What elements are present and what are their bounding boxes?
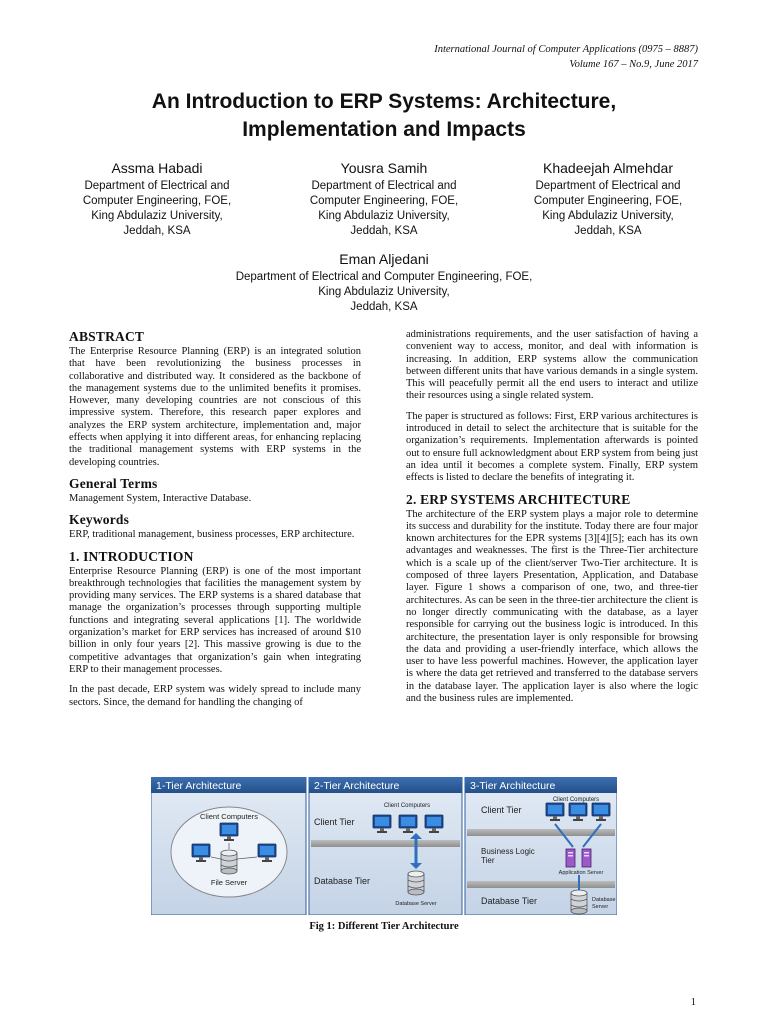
client-tier-label: Client Tier	[314, 817, 355, 827]
author-affiliation: King Abdulaziz University,	[318, 210, 450, 222]
author-affiliation: Department of Electrical and	[535, 180, 681, 192]
server-icon	[566, 849, 575, 867]
author-affiliation: Computer Engineering, FOE,	[309, 195, 459, 207]
title-line-2: Implementation and Impacts	[242, 118, 526, 141]
author-block-1	[57, 158, 257, 239]
panel-3-title: 3-Tier Architecture	[470, 780, 556, 792]
server-icon	[582, 849, 591, 867]
general-terms-heading: General Terms	[69, 475, 158, 491]
body-paragraph: The paper is structured as follows: First, ERP various architectures is introduced in detail to select the architecture that is suitable for the organization’s requirements. Implementation afterwards is pointed out to ensure full acknowledgment about ERP system from being just an idea until it becomes a complete system. Finally, ERP system effects is listed to declare the benefits of integrating it.	[406, 410, 698, 484]
introduction-heading: 1. INTRODUCTION	[69, 548, 194, 564]
author-affiliation: Department of Electrical and	[311, 180, 457, 192]
architecture-heading: 2. ERP SYSTEMS ARCHITECTURE	[406, 491, 631, 507]
architecture-paragraph: The architecture of the ERP system plays a major role to determine its success and durability for the institute. Today there are four major known architectures for the EPR systems [3][4][5]; each has its own advantages and weaknesses. The first is the Three-Tier architecture which is a scale up of the client/server Two-Tier architecture. It is composed of three layers Presentation, Application, and Database layer. Figure 1 shows a comparison of one, two, and three-tier architectures. As can be seen in the three-tier architecture the client is no longer directly communicating with the database, as a layer responsible for carrying out the business logic is introduced. In this architecture, the presentation layer is only responsible for browsing the data and providing a user-friendly interface, which allows the user to have less powerful machines. However, the application layer is where the data get retrieved and transferred to the database servers in the database layer. The application layer is also where the logic and the business rules are implemented.	[406, 508, 698, 705]
business-logic-label: Tier	[481, 856, 495, 865]
business-logic-label: Business Logic	[481, 847, 535, 856]
figure-caption: Fig 1: Different Tier Architecture	[309, 921, 459, 932]
author-name: Assma Habadi	[111, 160, 203, 176]
client-computers-label: Client Computers	[552, 797, 600, 803]
author-name: Khadeejah Almehdar	[543, 160, 673, 176]
journal-volume: Volume 167 – No.9, June 2017	[569, 59, 698, 70]
author-block-4	[184, 249, 584, 315]
author-affiliation: Jeddah, KSA	[574, 225, 642, 237]
database-icon	[571, 890, 587, 914]
client-computers-label: Client Computers	[200, 812, 258, 821]
keywords-heading: Keywords	[69, 512, 130, 528]
introduction-paragraph: In the past decade, ERP system was widely spread to include many sectors. Since, the demand for handling the changing of	[69, 684, 361, 708]
file-server-label: File Server	[210, 878, 248, 887]
body-paragraph: administrations requirements, and the user satisfaction of having a convenient way to access, monitor, and deal with information is increasing. In addition, ERP systems allow the communication between different units that have various demands in a single system. This will peacefully permit all the end users to interact and utilize their resources using a single related system.	[406, 329, 698, 402]
tier-architecture-figure	[151, 777, 617, 915]
database-server-label: Database Server	[395, 901, 437, 907]
keywords-text: ERP, traditional management, business processes, ERP architecture.	[69, 529, 355, 541]
left-column	[69, 329, 361, 709]
author-affiliation: Computer Engineering, FOE,	[82, 195, 232, 207]
client-computers-label: Client Computers	[383, 803, 431, 809]
author-affiliation: King Abdulaziz University,	[542, 210, 674, 222]
client-tier-label: Client Tier	[481, 805, 522, 815]
journal-name: International Journal of Computer Applications (0975 – 8887)	[434, 44, 698, 55]
panel-1-title: 1-Tier Architecture	[156, 780, 242, 792]
author-affiliation: Jeddah, KSA	[350, 225, 418, 237]
introduction-paragraph: Enterprise Resource Planning (ERP) is one of the most important breakthrough technologies that facilities the management system by providing many services. The ERP systems is a shared database that manage the organization’s processes through supporting multiple functions and integrating several applications [1]. The worldwide organization’s market for ERP services has increased of around $10 billion in only four years [2]. This massive growing is due to the competitive advantages that organization’s gain when integrating ERP to their management processes.	[69, 565, 361, 675]
general-terms-text: Management System, Interactive Database.	[69, 492, 252, 504]
panel-1-tier	[151, 777, 306, 915]
author-affiliation: Jeddah, KSA	[123, 225, 191, 237]
author-name: Yousra Samih	[340, 160, 428, 176]
journal-header	[434, 42, 698, 72]
panel-2-tier	[309, 777, 462, 915]
application-server-label: Application Server	[558, 870, 604, 876]
author-affiliation: King Abdulaziz University,	[91, 210, 223, 222]
database-icon	[408, 871, 424, 895]
panel-3-tier	[465, 777, 617, 915]
author-affiliation: Computer Engineering, FOE,	[533, 195, 683, 207]
author-affiliation: Department of Electrical and	[84, 180, 230, 192]
database-tier-label: Database Tier	[481, 896, 538, 906]
author-affiliation: King Abdulaziz University,	[318, 286, 450, 298]
abstract-heading: ABSTRACT	[69, 329, 145, 344]
database-server-label: Database	[592, 897, 616, 903]
author-name: Eman Aljedani	[339, 251, 429, 267]
database-tier-label: Database Tier	[314, 876, 371, 886]
abstract-text: The Enterprise Resource Planning (ERP) is an integrated solution that have been revolutionizing the business processes in collaborative and distributed way. It considered as the backbone of the management systems due to the unlimited benefits it promises. However, many developing countries are not conscious of this impressive system. Therefore, this research paper explores and analyzes the ERP system architecture, implementation and, major effects when applying it into different areas, for enhancing replacing the traditional management systems with ERP systems in the developing countries.	[69, 346, 361, 468]
database-icon	[221, 850, 237, 874]
database-server-label: Server	[592, 904, 609, 910]
page-number: 1	[690, 997, 696, 1008]
title-line-1: An Introduction to ERP Systems: Architecture,	[151, 90, 617, 113]
panel-2-title: 2-Tier Architecture	[314, 780, 400, 792]
right-column	[406, 329, 698, 705]
author-affiliation: Jeddah, KSA	[350, 301, 418, 313]
paper-title	[0, 88, 768, 144]
author-affiliation: Department of Electrical and Computer Engineering, FOE,	[235, 271, 533, 283]
author-block-3	[508, 158, 708, 239]
author-block-2	[284, 158, 484, 239]
